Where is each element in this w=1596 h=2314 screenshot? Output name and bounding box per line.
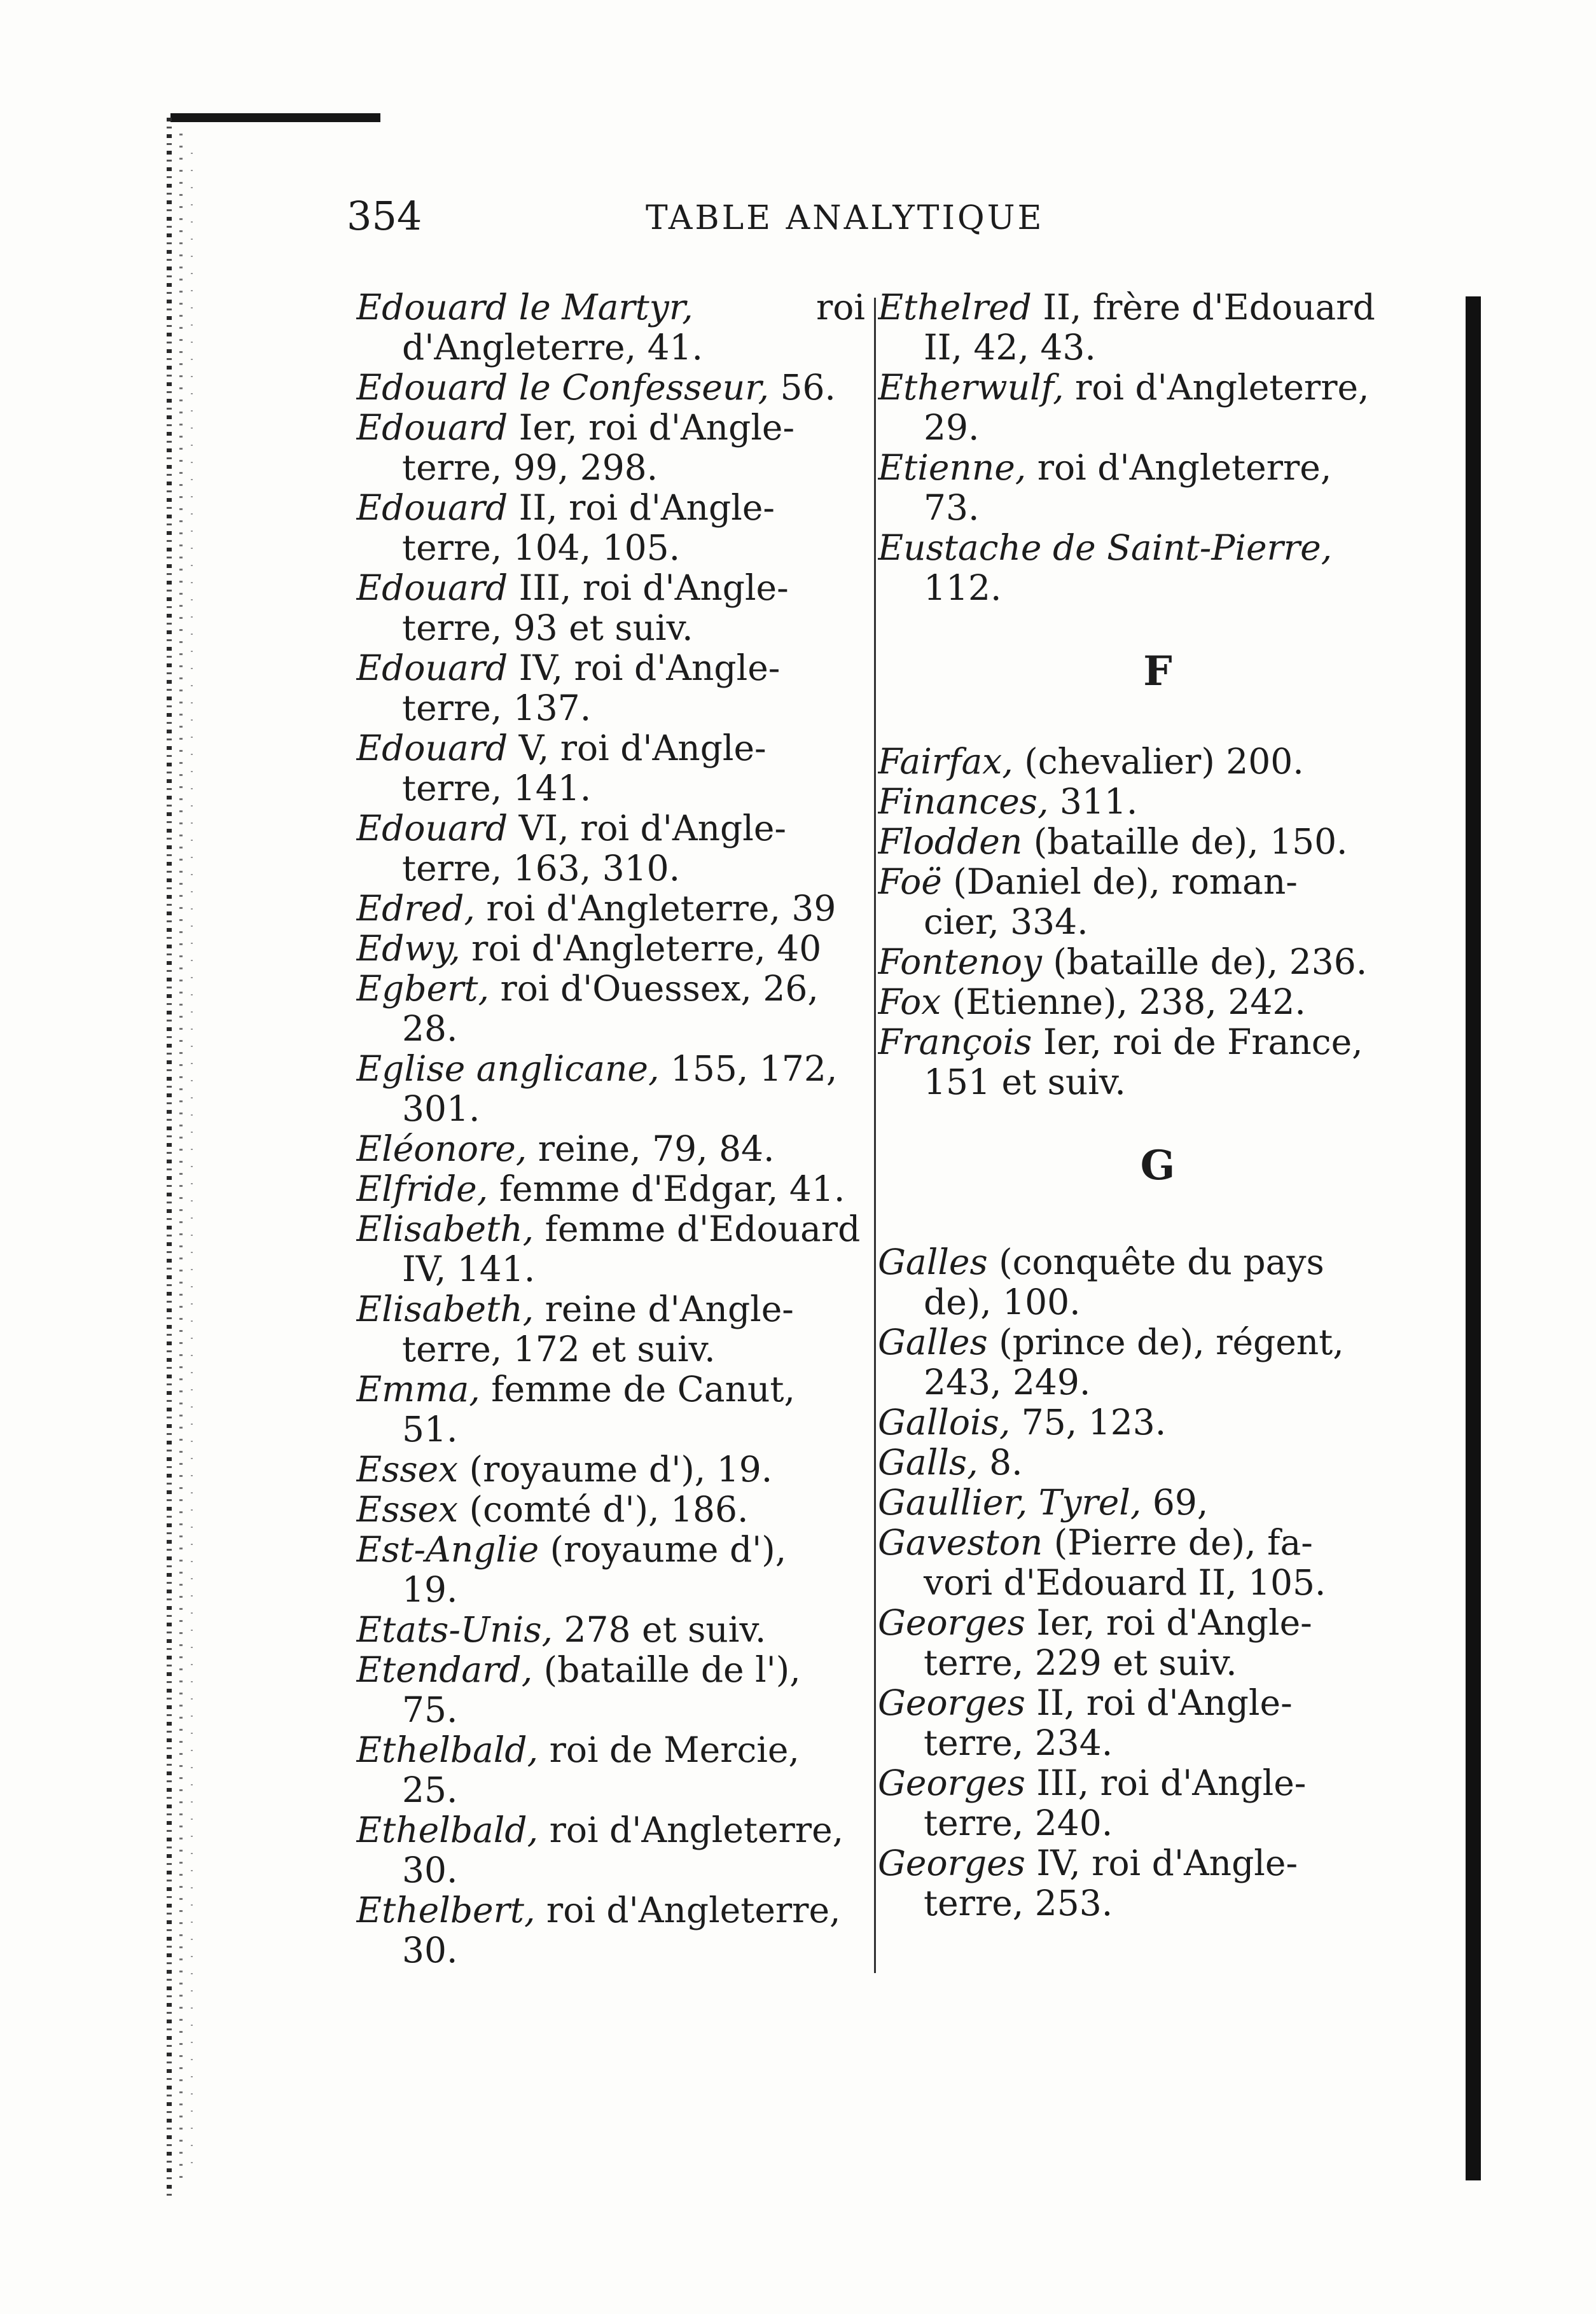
entry-line (878, 448, 1438, 488)
page-number: 354 (347, 193, 422, 239)
entry-continuation: terre, 240. (924, 1803, 1113, 1843)
entry-term: Essex (356, 1490, 459, 1530)
entry-text: II, frère d'Edouard (1031, 288, 1375, 328)
index-entry (356, 1610, 865, 1650)
entry-line (878, 1483, 1438, 1523)
entry-line (878, 1843, 1438, 1883)
entry-text: Ier, roi d'Angle- (1025, 1603, 1312, 1643)
entry-text: III, roi d'Angle- (1025, 1763, 1307, 1803)
entry-line (878, 1242, 1438, 1282)
entry-text: roi d'Ouessex, 26, (489, 969, 819, 1009)
index-entry (356, 1810, 865, 1890)
entry-continuation: terre, 137. (402, 688, 592, 728)
index-entry (356, 728, 865, 808)
entry-continuation: 30. (402, 1930, 458, 1971)
entry-term: Foë (878, 862, 942, 902)
entry-text: IV, roi d'Angle- (508, 648, 781, 688)
entry-term: Etherwulf, (878, 368, 1064, 408)
entry-line (878, 1322, 1438, 1362)
entry-line (356, 1209, 865, 1249)
entry-line (356, 728, 865, 768)
entry-text: (bataille de), 236. (1041, 942, 1368, 982)
entry-continuation: de), 100. (924, 1282, 1081, 1322)
index-entry (356, 1490, 865, 1530)
entry-continuation: IV, 141. (402, 1249, 536, 1289)
entry-line (356, 929, 865, 969)
page-header (347, 191, 1091, 242)
entry-continuation: terre, 93 et suiv. (402, 608, 693, 648)
index-entry (878, 742, 1438, 782)
index-entry (878, 1603, 1438, 1683)
entry-line (356, 1450, 865, 1490)
entry-term: Eustache de Saint-Pierre, (878, 528, 1333, 568)
entry-term: Finances, (878, 782, 1049, 822)
entry-text: roi de Mercie, (538, 1730, 800, 1770)
entry-text: Ier, roi d'Angle- (508, 408, 795, 448)
index-entry (356, 1209, 865, 1289)
entry-text: reine, 79, 84. (527, 1129, 775, 1169)
entry-text: femme de Canut, (480, 1369, 796, 1410)
entry-term: Ethelbald, (356, 1730, 539, 1770)
entry-term: Eléonore, (356, 1129, 527, 1169)
entry-term: Etats-Unis, (356, 1610, 553, 1650)
entry-line (356, 1490, 865, 1530)
index-entry (878, 862, 1438, 942)
entry-continuation: 112. (924, 568, 1002, 608)
entry-text: (bataille de), 150. (1022, 822, 1348, 862)
entry-term: Egbert, (356, 969, 489, 1009)
entry-term: Georges (878, 1843, 1025, 1883)
column-divider (874, 298, 876, 1973)
entry-line (878, 1443, 1438, 1483)
entry-term: Ethelbert, (356, 1890, 536, 1930)
index-entry (878, 1523, 1438, 1603)
entry-line (356, 288, 865, 328)
entry-line (356, 1129, 865, 1169)
index-entry (878, 1843, 1438, 1923)
index-entry (878, 1683, 1438, 1763)
entry-text: II, roi d'Angle- (1025, 1683, 1293, 1723)
entry-term: Edouard (356, 408, 508, 448)
entry-term: Fox (878, 982, 941, 1022)
entry-text: femme d'Edgar, 41. (488, 1169, 845, 1209)
entry-term: Edouard le Martyr, (356, 288, 693, 328)
entry-term: Georges (878, 1603, 1025, 1643)
entry-continuation: terre, 253. (924, 1883, 1113, 1923)
entry-line (356, 408, 865, 448)
index-entry (878, 1403, 1438, 1443)
running-title: TABLE ANALYTIQUE (646, 199, 1044, 237)
entry-term: Edouard (356, 728, 508, 768)
entry-term: Edouard le Confesseur, (356, 368, 769, 408)
index-entry (356, 568, 865, 648)
entry-text: roi d'Angleterre, 40 (460, 929, 822, 969)
entry-line (878, 942, 1438, 982)
entry-line (878, 368, 1438, 408)
entry-term: Edouard (356, 648, 508, 688)
entry-term: Ethelred (878, 288, 1032, 328)
section-letter-g: G (1140, 1142, 1176, 1189)
entry-continuation: terre, 163, 310. (402, 849, 681, 889)
index-entry (878, 822, 1438, 862)
binding-mark-left (167, 118, 172, 2198)
entry-line (878, 982, 1438, 1022)
entry-text: roi d'Angleterre, 39 (475, 889, 836, 929)
entry-text: VI, roi d'Angle- (508, 808, 786, 849)
index-entry (356, 1169, 865, 1209)
entry-continuation: II, 42, 43. (924, 328, 1096, 368)
entry-term: Etienne, (878, 448, 1027, 488)
binding-mark-left (191, 153, 193, 2175)
binding-mark-left (179, 134, 183, 2188)
index-entry (356, 1650, 865, 1730)
index-entry (878, 942, 1438, 982)
entry-term: Galles (878, 1242, 988, 1282)
entry-term: Edouard (356, 808, 508, 849)
entry-term: Galls, (878, 1443, 978, 1483)
entry-continuation: cier, 334. (924, 902, 1088, 942)
entry-term: Emma, (356, 1369, 480, 1410)
index-entry (878, 1022, 1438, 1102)
entry-line (356, 368, 865, 408)
entry-line (878, 1022, 1438, 1062)
entry-text: (conquête du pays (987, 1242, 1324, 1282)
index-entry (878, 1242, 1438, 1322)
entry-line (356, 1890, 865, 1930)
entry-continuation: terre, 234. (924, 1723, 1113, 1763)
entry-continuation: 25. (402, 1770, 458, 1810)
entry-text: 278 et suiv. (553, 1610, 767, 1650)
entry-continuation: terre, 104, 105. (402, 528, 681, 568)
entry-text: (royaume d'), (539, 1530, 787, 1570)
section-letter-f: F (1143, 648, 1172, 695)
entry-line (878, 528, 1438, 568)
index-entry (878, 1763, 1438, 1843)
entry-term: Gallois, (878, 1403, 1011, 1443)
entry-continuation: terre, 141. (402, 768, 592, 808)
index-entry (356, 1890, 865, 1971)
index-entry (356, 1049, 865, 1129)
entry-text: V, roi d'Angle- (508, 728, 767, 768)
entry-term: Etendard, (356, 1650, 533, 1690)
entry-term: Edouard (356, 568, 508, 608)
entry-term: Ethelbald, (356, 1810, 539, 1850)
index-group-e (878, 288, 1438, 608)
entry-text: roi d'Angleterre, (535, 1890, 841, 1930)
entry-text: reine d'Angle- (534, 1289, 794, 1329)
entry-line (878, 1403, 1438, 1443)
entry-text: roi d'Angleterre, (1064, 368, 1370, 408)
entry-term: Gaveston (878, 1523, 1043, 1563)
index-entry (356, 368, 865, 408)
entry-text: 69, (1141, 1483, 1209, 1523)
entry-text: (chevalier) 200. (1013, 742, 1304, 782)
entry-continuation: 19. (402, 1570, 458, 1610)
entry-line (878, 822, 1438, 862)
entry-line (878, 742, 1438, 782)
entry-text: roi d'Angleterre, (1026, 448, 1332, 488)
index-entry (878, 448, 1438, 528)
entry-text: (Etienne), 238, 242. (941, 982, 1306, 1022)
entry-text: 311. (1048, 782, 1138, 822)
entry-term: Fairfax, (878, 742, 1013, 782)
entry-term: Fontenoy (878, 942, 1042, 982)
entry-line (878, 1763, 1438, 1803)
entry-line (356, 1650, 865, 1690)
index-entry (356, 808, 865, 889)
index-entry (356, 648, 865, 728)
entry-continuation: 29. (924, 408, 980, 448)
entry-term: Est-Anglie (356, 1530, 539, 1570)
entry-line (356, 969, 865, 1009)
index-entry (356, 1369, 865, 1450)
entry-text: roi (816, 288, 865, 328)
entry-line (356, 648, 865, 688)
entry-line (356, 1289, 865, 1329)
index-entry (356, 488, 865, 568)
index-column-right (878, 288, 1438, 1923)
entry-line (356, 1730, 865, 1770)
index-group-f (878, 742, 1438, 1102)
page-edge-bar (1466, 296, 1481, 2180)
entry-text: 8. (978, 1443, 1023, 1483)
entry-text: (royaume d'), 19. (458, 1450, 773, 1490)
entry-term: Edouard (356, 488, 508, 528)
index-entry (356, 889, 865, 929)
entry-continuation: 301. (402, 1089, 480, 1129)
entry-text: (prince de), régent, (987, 1322, 1344, 1362)
entry-text: (Daniel de), roman- (941, 862, 1298, 902)
entry-continuation: 151 et suiv. (924, 1062, 1126, 1102)
entry-text: 75, 123. (1010, 1403, 1167, 1443)
entry-term: Edred, (356, 889, 475, 929)
entry-term: François (878, 1022, 1032, 1062)
entry-line (356, 1530, 865, 1570)
entry-text: III, roi d'Angle- (508, 568, 789, 608)
index-entry (356, 1730, 865, 1810)
entry-line (878, 1603, 1438, 1643)
index-entry (356, 1289, 865, 1369)
entry-continuation: terre, 99, 298. (402, 448, 658, 488)
entry-term: Elisabeth, (356, 1289, 534, 1329)
entry-term: Elfride, (356, 1169, 489, 1209)
entry-line (878, 782, 1438, 822)
index-column-left (356, 288, 865, 1971)
entry-text: (comté d'), 186. (458, 1490, 749, 1530)
entry-line (878, 862, 1438, 902)
index-entry (356, 1450, 865, 1490)
entry-line (356, 1610, 865, 1650)
entry-text: 56. (768, 368, 836, 408)
entry-line (356, 1369, 865, 1410)
entry-line (356, 889, 865, 929)
entry-text: roi d'Angleterre, (538, 1810, 844, 1850)
index-entry (878, 1483, 1438, 1523)
entry-line (878, 1683, 1438, 1723)
entry-continuation: terre, 229 et suiv. (924, 1643, 1237, 1683)
entry-line (356, 1049, 865, 1089)
entry-term: Edwy, (356, 929, 461, 969)
index-entry (878, 1443, 1438, 1483)
entry-line (356, 1169, 865, 1209)
index-entry (356, 1129, 865, 1169)
entry-text: (Pierre de), fa- (1043, 1523, 1313, 1563)
entry-continuation: vori d'Edouard II, 105. (924, 1563, 1326, 1603)
index-group-g (878, 1242, 1438, 1923)
entry-line (878, 1523, 1438, 1563)
index-entry (878, 528, 1438, 608)
index-entry (878, 368, 1438, 448)
entry-term: Elisabeth, (356, 1209, 534, 1249)
entry-term: Gaullier, Tyrel, (878, 1483, 1142, 1523)
entry-continuation: d'Angleterre, 41. (402, 328, 704, 368)
binding-mark-top (170, 113, 380, 122)
index-entry (878, 1322, 1438, 1403)
entry-continuation: terre, 172 et suiv. (402, 1329, 716, 1369)
entry-term: Georges (878, 1683, 1025, 1723)
entry-line (356, 808, 865, 849)
entry-text: IV, roi d'Angle- (1025, 1843, 1298, 1883)
entry-line (356, 1810, 865, 1850)
index-entry (878, 982, 1438, 1022)
entry-text: (bataille de l'), (532, 1650, 801, 1690)
index-entry (356, 288, 865, 368)
entry-text: 155, 172, (659, 1049, 838, 1089)
entry-continuation: 28. (402, 1009, 458, 1049)
index-entry (356, 408, 865, 488)
index-entry (356, 969, 865, 1049)
index-entry (878, 782, 1438, 822)
entry-term: Galles (878, 1322, 988, 1362)
entry-text: II, roi d'Angle- (508, 488, 775, 528)
entry-continuation: 30. (402, 1850, 458, 1890)
entry-line (356, 568, 865, 608)
entry-term: Georges (878, 1763, 1025, 1803)
entry-continuation: 51. (402, 1410, 458, 1450)
entry-term: Flodden (878, 822, 1023, 862)
entry-continuation: 243, 249. (924, 1362, 1091, 1403)
index-entry (356, 929, 865, 969)
entry-term: Eglise anglicane, (356, 1049, 660, 1089)
entry-continuation: 75. (402, 1690, 458, 1730)
entry-line (878, 288, 1438, 328)
entry-term: Essex (356, 1450, 459, 1490)
entry-text: femme d'Edouard (534, 1209, 861, 1249)
index-entry (878, 288, 1438, 368)
entry-continuation: 73. (924, 488, 980, 528)
index-entry (356, 1530, 865, 1610)
entry-line (356, 488, 865, 528)
entry-text: Ier, roi de France, (1032, 1022, 1363, 1062)
